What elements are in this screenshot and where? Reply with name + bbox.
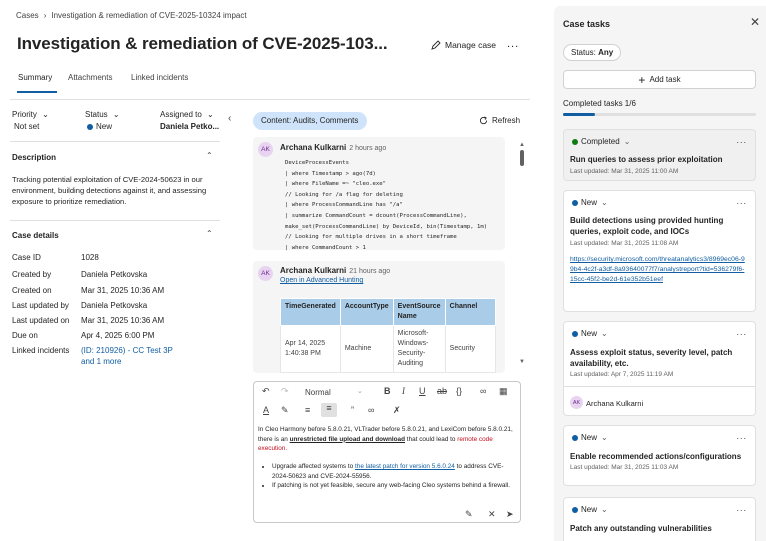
editor-text-part: that could lead to [405, 435, 458, 443]
discard-icon[interactable]: ✕ [488, 509, 496, 519]
table-cell: Machine [340, 326, 393, 373]
task-status-text: New [581, 433, 598, 442]
add-task-button[interactable] [563, 70, 756, 89]
column-header: TimeGenerated [281, 299, 341, 326]
open-advanced-hunting-link[interactable]: Open in Advanced Hunting [280, 277, 364, 284]
table-icon[interactable]: ▦ [499, 386, 508, 396]
tab-attachments[interactable]: Attachments [68, 73, 113, 82]
divider [10, 99, 530, 100]
divider [10, 220, 220, 221]
table-row [281, 326, 496, 373]
assigned-field[interactable] [160, 110, 214, 119]
case-id-label: Case ID [12, 253, 41, 262]
comment-time: 2 hours ago [349, 145, 387, 152]
code-icon[interactable]: {} [456, 386, 463, 396]
description-heading: Description [12, 153, 57, 162]
breadcrumb-current: Investigation & remediation of CVE-2025-10324 impact [51, 11, 247, 20]
task-title: Run queries to assess prior exploitation [570, 155, 723, 164]
task-status[interactable] [572, 137, 630, 146]
selected-tab-indicator [17, 91, 57, 93]
status-dot-icon [572, 507, 578, 513]
priority-value: Not set [14, 122, 40, 131]
task-more-icon[interactable]: ... [736, 431, 747, 441]
avatar: AK [570, 396, 583, 409]
chevron-down-icon: ⌄ [601, 329, 608, 338]
code-line: | summarize CommandCount = dcount(ProcessCommandLine), [285, 213, 467, 219]
link-icon[interactable]: ∞ [480, 386, 487, 396]
avatar: AK [258, 266, 273, 281]
task-status[interactable] [572, 198, 608, 207]
priority-field[interactable] [12, 110, 49, 119]
list-item-text: Upgrade affected systems to [272, 463, 356, 470]
case-details-heading: Case details [12, 231, 59, 240]
check-icon [572, 139, 578, 145]
bold-icon[interactable]: B [384, 386, 391, 396]
priority-label: Priority [12, 110, 37, 119]
task-status-text: New [581, 198, 598, 207]
panel-title: Case tasks [563, 19, 611, 29]
chevron-up-icon[interactable]: ⌃ [206, 151, 213, 160]
code-line: make_set(ProcessCommandLine) by DeviceId, bin(Timestamp, 1m) [285, 223, 488, 230]
column-header: Channel [445, 299, 495, 326]
due-on-label: Due on [12, 331, 38, 340]
task-updated: Last updated: Mar 31, 2025 11:00 AM [570, 168, 679, 175]
task-status[interactable] [572, 433, 608, 442]
task-more-icon[interactable]: ... [736, 327, 747, 337]
redo-icon[interactable]: ↷ [281, 386, 289, 396]
chevron-down-icon: ⌄ [601, 198, 608, 207]
chevron-down-icon: ⌄ [112, 110, 120, 119]
content-filter-pill[interactable] [253, 112, 367, 130]
editor-text-emphasis: unrestricted file upload and download [289, 435, 406, 443]
completed-tasks-label: Completed tasks 1/6 [563, 99, 636, 108]
code-line: | where CommandCount > 1 [285, 244, 366, 251]
task-assignee: Archana Kulkarni [586, 399, 644, 408]
task-title: Build detections using provided hunting queries, exploit code, and IOCs [570, 216, 724, 236]
task-title: Assess exploit status, severity level, patch availability, etc. [570, 348, 733, 368]
table-cell: Apr 14, 2025 1:40:38 PM [281, 326, 341, 373]
editor-text-part: In Cleo Harmony before 5.8.0.21, VLTrader before 5.8.0.21, and LexiCom before 5.8.0.21, there is an [258, 426, 513, 443]
task-status[interactable] [572, 505, 608, 514]
last-updated-by-value: Daniela Petkovska [81, 301, 148, 310]
task-more-icon[interactable]: ... [736, 135, 747, 145]
task-more-icon[interactable]: ... [736, 503, 747, 513]
scrollbar-thumb[interactable] [520, 150, 524, 166]
status-label: Status [85, 110, 108, 119]
status-value [87, 122, 112, 131]
collapse-panel-icon[interactable]: ‹ [228, 113, 232, 124]
undo-icon[interactable]: ↶ [262, 386, 270, 396]
code-line: | where ProcessCommandLine has "/a" [285, 202, 403, 209]
task-status-text: New [581, 505, 598, 514]
status-filter-pill[interactable] [563, 44, 621, 61]
task-card[interactable] [563, 321, 756, 416]
comment-author-name: Archana Kulkarni [280, 143, 347, 152]
content-filter-label: Content: Audits, Comments [261, 116, 359, 125]
clear-formatting-icon[interactable]: ✗ [393, 405, 401, 415]
send-icon[interactable]: ➤ [506, 509, 514, 519]
task-updated: Last updated: Mar 31, 2025 11:03 AM [570, 464, 679, 471]
avatar: AK [258, 142, 273, 157]
list-item-text: to address CVE-2024-50623 and CVE-2024-55956. [272, 463, 504, 480]
task-updated: Last updated: Mar 31, 2025 11:08 AM [570, 240, 679, 247]
breadcrumb-cases[interactable]: Cases [16, 11, 39, 20]
editor-bullet-list [272, 462, 512, 491]
created-on-label: Created on [12, 286, 52, 295]
code-line: DeviceProcessEvents [285, 160, 349, 166]
italic-icon[interactable]: I [402, 386, 405, 396]
comment-author-name: Archana Kulkarni [280, 266, 347, 275]
status-dot-icon [572, 331, 578, 337]
quote-icon[interactable]: ” [351, 405, 354, 415]
status-dot-icon [572, 200, 578, 206]
chevron-down-icon: ⌄ [207, 110, 214, 119]
scroll-down-icon[interactable]: ▼ [519, 359, 525, 365]
status-field[interactable] [85, 110, 120, 119]
linked-incidents-more-link[interactable]: and 1 more [81, 357, 122, 366]
refresh-icon [479, 116, 488, 125]
status-filter-label: Status: [571, 48, 596, 57]
add-task-label: Add task [649, 75, 681, 84]
linked-incidents-label: Linked incidents [12, 346, 70, 355]
results-table [280, 298, 496, 373]
completed-progress-fill [563, 113, 595, 116]
code-line: // Looking for /a flag for deleting [285, 191, 403, 198]
plus-icon: + [638, 72, 646, 87]
task-status-text: Completed [581, 137, 620, 146]
case-id-value: 1028 [81, 253, 99, 262]
task-card[interactable] [563, 129, 756, 181]
chevron-right-icon: › [43, 11, 47, 20]
status-dot-icon [572, 435, 578, 441]
manage-case-label: Manage case [445, 40, 497, 50]
comment-author [280, 266, 390, 275]
font-color-icon[interactable]: A [263, 405, 270, 415]
due-on-value: Apr 4, 2025 6:00 PM [81, 331, 155, 340]
breadcrumb [16, 11, 247, 20]
column-header: EventSource Name [393, 299, 445, 326]
assigned-value: Daniela Petko... [160, 122, 220, 131]
editor-text [258, 425, 513, 454]
underline-icon[interactable]: U [419, 386, 426, 396]
refresh-label: Refresh [492, 116, 521, 125]
chevron-up-icon[interactable]: ⌃ [206, 229, 213, 238]
tab-linked-incidents[interactable]: Linked incidents [131, 73, 189, 82]
chevron-down-icon: ⌄ [623, 137, 631, 146]
last-updated-by-label: Last updated by [12, 301, 69, 310]
tab-summary[interactable]: Summary [18, 73, 53, 82]
description-text: Tracking potential exploitation of CVE-2024-50623 in our environment, building detections against it, and assessing exposure to prioritize remediation. [12, 175, 207, 206]
patch-link[interactable]: the latest patch for version 5.6.0.24 [355, 463, 455, 470]
highlight-icon[interactable]: ✎ [281, 405, 289, 415]
comment-time: 21 hours ago [349, 268, 391, 275]
table-cell: Security [445, 326, 495, 373]
table-header-row [281, 299, 496, 326]
paragraph-style-select[interactable]: Normal [305, 388, 331, 397]
format-icon[interactable]: ✎ [465, 509, 473, 519]
divider [564, 386, 755, 387]
list-item: • If patching is not yet feasible, secure any web-facing Cleo systems behind a firewall. [272, 481, 512, 491]
task-card[interactable] [563, 425, 756, 486]
created-on-value: Mar 31, 2025 10:36 AM [81, 286, 165, 295]
divider [10, 141, 220, 142]
task-updated: Last updated: Apr 7, 2025 11:19 AM [570, 371, 674, 378]
page-title: Investigation & remediation of CVE-2025-103... [17, 34, 388, 53]
task-status-text: New [581, 329, 598, 338]
comment-author [280, 143, 386, 152]
status-dot-icon [87, 124, 93, 130]
task-link[interactable]: https://security.microsoft.com/threatanalytics3/8969ec06-99b4-4c2f-a3df-8a93640077f7/analystreport?tid=536279f6-15cc-45f2-be2d-61e352b51eef [570, 256, 745, 283]
task-status[interactable] [572, 329, 608, 338]
task-card[interactable] [563, 190, 756, 312]
numbered-list-icon[interactable]: ≡ [321, 403, 337, 417]
code-line: // Looking for multiple drives in a short timeframe [285, 234, 457, 241]
manage-case-button[interactable] [431, 40, 496, 50]
editor-text-highlight: remote code execution. [258, 435, 493, 452]
code-line: | where FileName =~ "cleo.exe" [285, 181, 387, 188]
status-filter-value: Any [598, 48, 614, 57]
chevron-down-icon: ⌄ [601, 433, 608, 442]
more-options-icon[interactable]: ... [507, 38, 520, 50]
task-title: Enable recommended actions/configurations [570, 452, 742, 461]
status-value-text: New [96, 122, 113, 131]
last-updated-on-label: Last updated on [12, 316, 70, 325]
close-icon[interactable]: ✕ [750, 15, 761, 29]
linked-incident-link[interactable]: (ID: 210926) - CC Test 3P [81, 346, 173, 355]
list-item [272, 462, 512, 481]
table-cell: Microsoft-Windows-Security-Auditing [393, 326, 445, 373]
refresh-button[interactable] [479, 116, 520, 125]
task-more-icon[interactable]: ... [736, 196, 747, 206]
task-title: Patch any outstanding vulnerabilities [570, 524, 712, 533]
task-card[interactable] [563, 497, 756, 541]
chevron-down-icon: ⌄ [601, 505, 608, 514]
pencil-icon [431, 40, 441, 50]
code-line: | where Timestamp > ago(7d) [285, 170, 376, 177]
bullet-list-icon[interactable]: ≡ [305, 405, 311, 415]
last-updated-on-value: Mar 31, 2025 10:36 AM [81, 316, 165, 325]
unlink-icon[interactable]: ∞ [368, 405, 375, 415]
scroll-up-icon[interactable]: ▲ [519, 142, 525, 148]
column-header: AccountType [340, 299, 393, 326]
assigned-label: Assigned to [160, 110, 202, 119]
created-by-label: Created by [12, 270, 52, 279]
created-by-value: Daniela Petkovska [81, 270, 148, 279]
chevron-down-icon: ⌄ [357, 388, 363, 395]
strikethrough-icon[interactable]: ab [437, 386, 448, 396]
chevron-down-icon: ⌄ [42, 110, 49, 119]
